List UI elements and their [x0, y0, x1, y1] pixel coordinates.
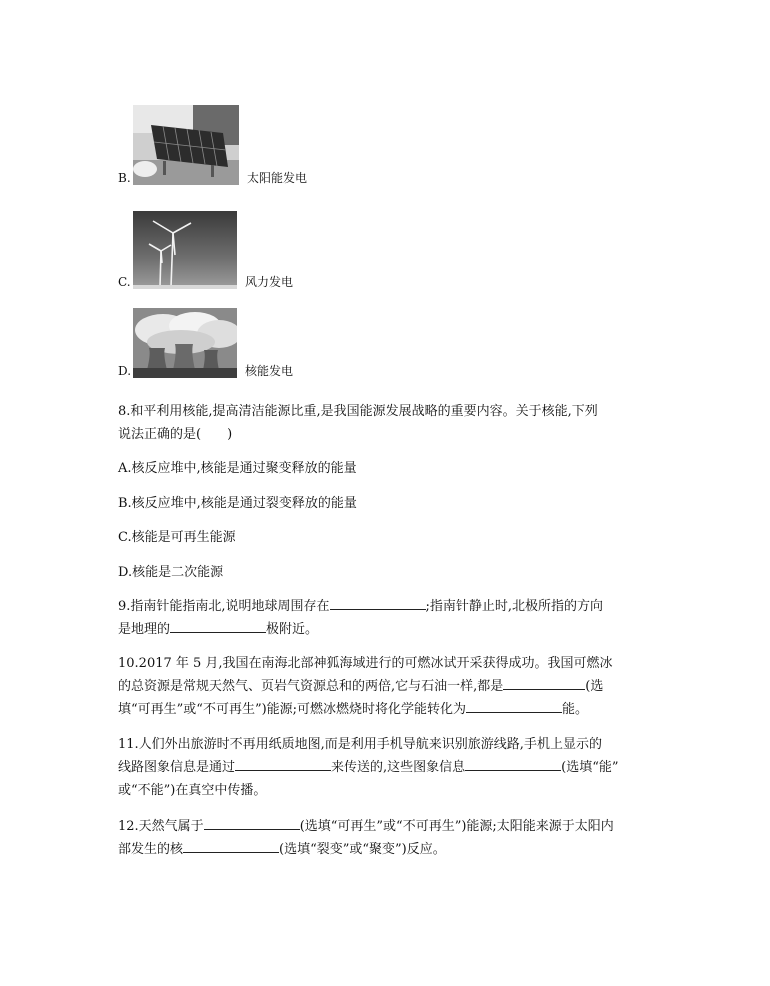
question-10	[118, 652, 658, 721]
option-letter: C.	[118, 275, 131, 289]
question-12-text: (选填“裂变”或“聚变”)反应。	[279, 842, 446, 857]
answer-blank[interactable]	[170, 618, 266, 633]
wind-turbines-photo	[133, 211, 237, 289]
answer-blank[interactable]	[466, 698, 562, 713]
question-8-option-d: D.核能是二次能源	[118, 565, 224, 580]
question-8	[118, 400, 658, 446]
option-caption: 核能发电	[245, 364, 294, 378]
question-10-text: 的总资源是常规天然气、页岩气资源总和的两倍,它与石油一样,都是	[118, 679, 504, 694]
option-c	[118, 211, 293, 289]
question-9-text: ;指南针静止时,北极所指的方向	[425, 599, 604, 614]
option-letter: D.	[118, 364, 132, 378]
answer-blank[interactable]	[503, 675, 585, 690]
question-11-text: 来传送的,这些图象信息	[331, 760, 466, 775]
question-8-stem-line1: 8.和平利用核能,提高清洁能源比重,是我国能源发展战略的重要内容。关于核能,下列	[118, 404, 598, 419]
question-11-text: 线路图象信息是通过	[118, 760, 236, 775]
question-8-option-c: C.核能是可再生能源	[118, 530, 236, 545]
option-caption: 风力发电	[245, 275, 294, 289]
option-caption: 太阳能发电	[247, 171, 308, 185]
option-letter: B.	[118, 171, 131, 185]
question-8-stem-line2: 说法正确的是( )	[118, 427, 233, 442]
question-9	[118, 595, 658, 641]
question-9-text: 极附近。	[266, 622, 319, 637]
question-8-option-a: A.核反应堆中,核能是通过聚变释放的能量	[118, 461, 357, 476]
question-12	[118, 815, 658, 861]
question-12-text: (选填“可再生”或“不可再生”)能源;太阳能来源于太阳内	[299, 819, 614, 834]
answer-blank[interactable]	[465, 756, 561, 771]
answer-blank[interactable]	[235, 756, 331, 771]
answer-blank[interactable]	[330, 595, 426, 610]
question-9-text: 是地理的	[118, 622, 171, 637]
answer-blank[interactable]	[204, 815, 300, 830]
question-12-text: 12.天然气属于	[118, 819, 204, 834]
question-11-text: 或“不能”)在真空中传播。	[118, 783, 267, 798]
question-8-option-b: B.核反应堆中,核能是通过裂变释放的能量	[118, 496, 357, 511]
question-9-text: 9.指南针能指南北,说明地球周围存在	[118, 599, 330, 614]
question-12-text: 部发生的核	[118, 842, 184, 857]
nuclear-plant-photo	[133, 308, 237, 378]
question-10-text: 10.2017 年 5 月,我国在南海北部神狐海域进行的可燃冰试开采获得成功。我国可燃冰	[118, 656, 613, 671]
question-10-text: 能。	[562, 702, 589, 717]
solar-panels-photo	[133, 105, 239, 185]
option-d	[118, 308, 293, 378]
answer-blank[interactable]	[183, 838, 279, 853]
question-11-text: (选填“能”	[561, 760, 619, 775]
question-10-text: (选	[585, 679, 604, 694]
question-11-text: 11.人们外出旅游时不再用纸质地图,而是利用手机导航来识别旅游线路,手机上显示的	[118, 737, 602, 752]
question-10-text: 填“可再生”或“不可再生”)能源;可燃冰燃烧时将化学能转化为	[118, 702, 467, 717]
question-11	[118, 733, 658, 802]
option-b	[118, 105, 307, 185]
